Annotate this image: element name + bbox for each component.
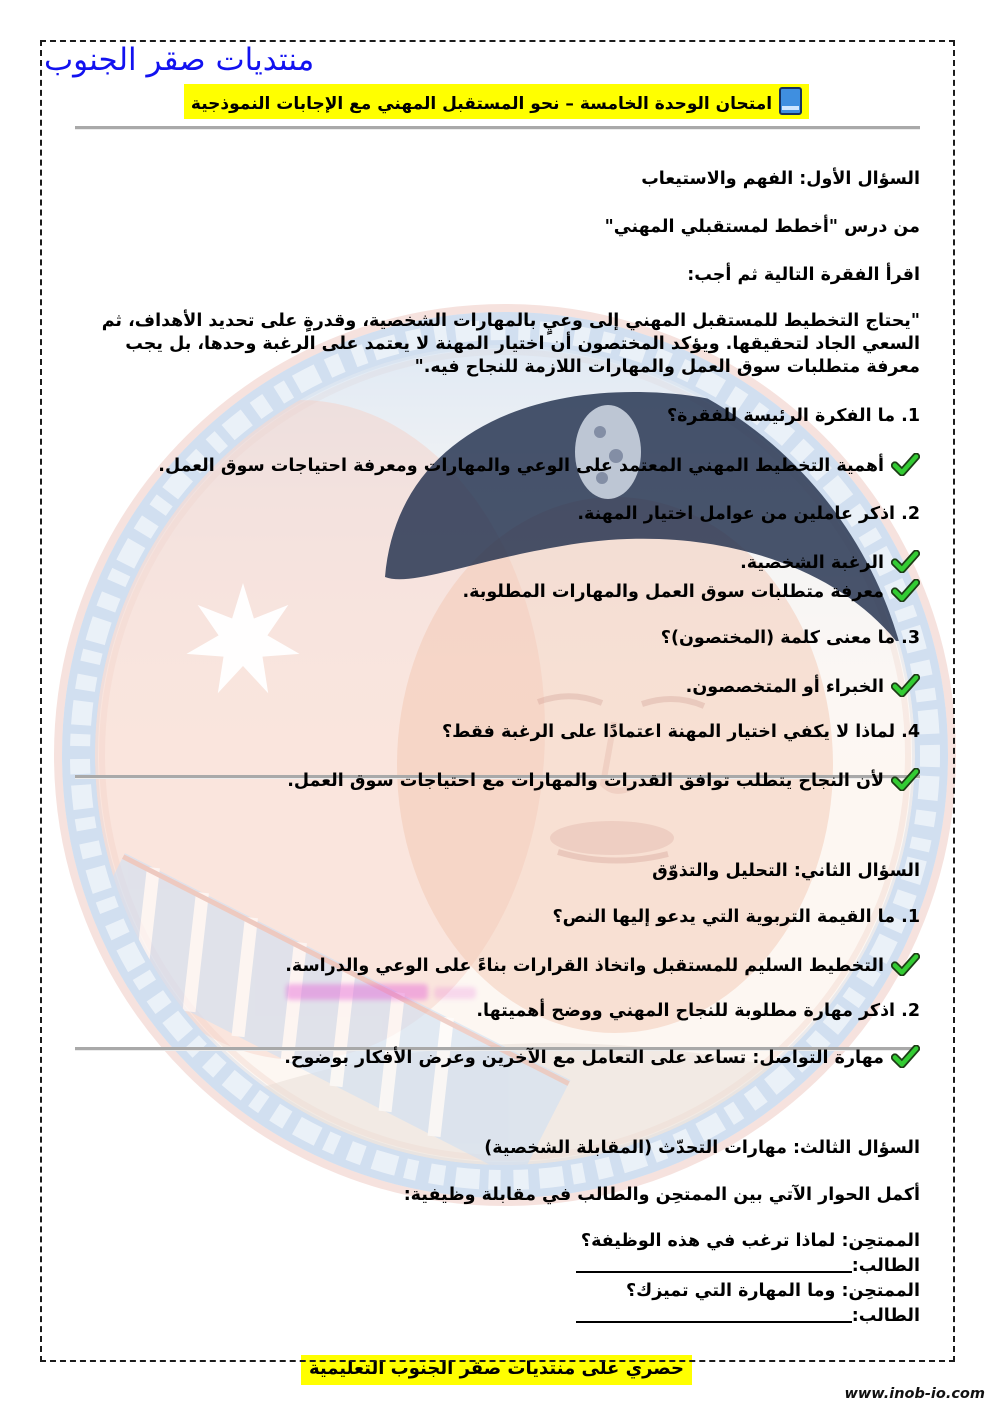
- passage-text: "يحتاج التخطيط للمستقبل المهني إلى وعيٍ بالمهارات الشخصية، وقدرةٍ على تحديد الأهداف، ثم السعي الجاد لتحقيقها. ويؤكد المختصون أن اختيار المهنة لا يعتمد على الرغبة وحدها، بل يجب معرفة متطلبات سوق العمل والمهارات اللازمة للنجاح فيه.": [101, 311, 920, 377]
- section3-instruction: أكمل الحوار الآتي بين الممتحِن والطالب في مقابلة وظيفية:: [403, 1185, 920, 1205]
- question-3: 3. ما معنى كلمة (المختصون)؟: [660, 628, 920, 648]
- website-url: www.inob-io.com: [844, 1386, 985, 1402]
- section2-question-2: 2. اذكر مهارة مطلوبة للنجاح المهني ووضح أهميتها.: [476, 1001, 920, 1021]
- check-icon: [891, 453, 920, 476]
- section2-question-1: 1. ما القيمة التربوية التي يدعو إليها النص؟: [552, 907, 920, 927]
- section1-heading: السؤال الأول: الفهم والاستيعاب: [641, 169, 920, 189]
- exclusive-note-highlight: حصري على منتديات صقر الجنوب التعليمية: [301, 1355, 692, 1385]
- check-icon: [891, 674, 920, 697]
- doc-title-text: امتحان الوحدة الخامسة – نحو المستقبل المهني مع الإجابات النموذجية: [190, 94, 773, 114]
- answer-2a: الرغبة الشخصية.: [73, 550, 920, 574]
- dialog-line-student-2: الطالب:: [73, 1305, 920, 1327]
- answer-blank: [576, 1256, 852, 1273]
- question-2: 2. اذكر عاملين من عوامل اختيار المهنة.: [577, 504, 920, 524]
- check-icon: [891, 768, 920, 791]
- check-icon: [891, 579, 920, 602]
- section2-answer-2: مهارة التواصل: تساعد على التعامل مع الآخرين وعرض الأفكار بوضوح.: [73, 1045, 920, 1069]
- section2-answer-1: التخطيط السليم للمستقبل واتخاذ القرارات بناءً على الوعي والدراسة.: [73, 953, 920, 977]
- doc-title-row: [0, 84, 993, 119]
- section2-heading: السؤال الثاني: التحليل والتذوّق: [652, 861, 920, 881]
- check-icon: [891, 953, 920, 976]
- question-1: 1. ما الفكرة الرئيسة للفقرة؟: [666, 406, 920, 426]
- book-icon: [779, 87, 802, 115]
- check-icon: [891, 550, 920, 573]
- divider: [75, 126, 920, 130]
- section3-heading: السؤال الثالث: مهارات التحدّث (المقابلة الشخصية): [484, 1138, 920, 1158]
- answer-2b: معرفة متطلبات سوق العمل والمهارات المطلوبة.: [73, 579, 920, 603]
- doc-title-highlight: [184, 84, 809, 119]
- question-4: 4. لماذا لا يكفي اختيار المهنة اعتمادًا على الرغبة فقط؟: [441, 722, 920, 742]
- footer-note-row: [73, 1355, 920, 1385]
- dialog-line-interviewer-1: الممتحِن: لماذا ترغب في هذه الوظيفة؟: [580, 1231, 920, 1251]
- check-icon: [891, 1045, 920, 1068]
- answer-blank: [576, 1306, 852, 1323]
- answer-4: لأن النجاح يتطلب توافق القدرات والمهارات مع احتياجات سوق العمل.: [73, 768, 920, 792]
- forum-title: منتديات صقر الجنوب: [44, 42, 315, 78]
- answer-3: الخبراء أو المتخصصون.: [73, 674, 920, 698]
- dialog-line-student-1: الطالب:: [73, 1255, 920, 1277]
- answer-1: أهمية التخطيط المهني المعتمد على الوعي والمهارات ومعرفة احتياجات سوق العمل.: [73, 453, 920, 477]
- exam-content: [73, 168, 920, 1385]
- read-instruction: اقرأ الفقرة التالية ثم أجب:: [687, 265, 920, 285]
- lesson-reference: من درس "أخطط لمستقبلي المهني": [604, 217, 920, 237]
- dialog-line-interviewer-2: الممتحِن: وما المهارة التي تميزك؟: [626, 1281, 920, 1301]
